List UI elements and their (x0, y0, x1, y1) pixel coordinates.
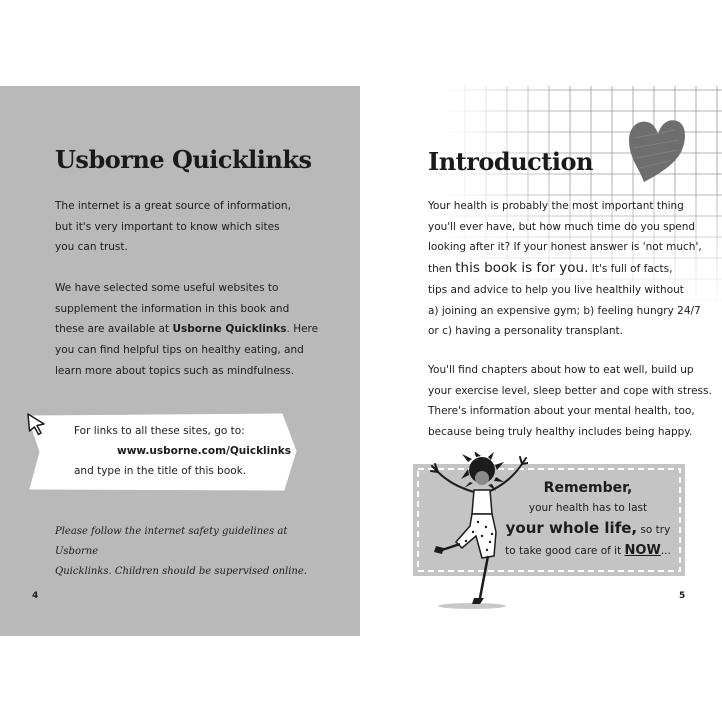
right-page-number: 5 (679, 591, 686, 601)
intro-paragraph-1 (428, 196, 702, 342)
left-intro-line-1: The internet is a great source of information, (55, 200, 291, 212)
left-body-line-5: learn more about topics such as mindfulness. (55, 364, 295, 377)
callout-line-4-post: ... (660, 545, 671, 557)
intro-p1-line-7: or c) having a personality transplant. (428, 325, 623, 338)
callout-line-3-rest: so try (637, 524, 671, 536)
intro-p1-line-5: tips and advice to help you live healthily without (428, 283, 684, 296)
intro-p2-line-2: your exercise level, sleep better and cope with stress. (428, 384, 712, 397)
intro-p2-line-1: You'll find chapters about how to eat well, build up (428, 364, 694, 376)
quicklinks-banner (26, 412, 296, 492)
left-body-line-1: We have selected some useful websites to (55, 282, 279, 294)
quicklinks-bold-text: Usborne Quicklinks (172, 323, 287, 336)
intro-p1-line-3: looking after it? If your honest answer is 'not much', (428, 241, 702, 254)
whole-life-emphasis: your whole life, (505, 519, 638, 537)
right-page-heading: Introduction (428, 147, 593, 176)
callout-line-1: Remember, (543, 480, 633, 496)
this-book-is-for-you-text: this book is for you. (455, 260, 589, 277)
intro-p1-line-4a: then (428, 263, 456, 276)
intro-paragraph-2 (428, 360, 712, 443)
banner-line-1: For links to all these sites, go to: (74, 425, 245, 437)
quicklinks-url-link[interactable]: www.usborne.com/Quicklinks (117, 445, 291, 457)
cursor-icon (26, 412, 48, 436)
left-page-heading: Usborne Quicklinks (55, 145, 312, 174)
left-body-line-3a: these are available at (55, 323, 173, 336)
intro-p1-line-6: a) joining an expensive gym; b) feeling hungry 24/7 (428, 304, 701, 317)
now-emphasis: NOW (624, 543, 661, 558)
left-intro-line-3: you can trust. (55, 241, 128, 254)
intro-p2-line-4: because being truly healthy includes being happy. (428, 426, 693, 439)
left-body-line-2: supplement the information in this book and (55, 302, 290, 315)
left-intro-line-2: but it's very important to know which sites (55, 220, 280, 233)
safety-note (55, 522, 315, 582)
callout-line-4-pre: to take good care of it (505, 545, 625, 557)
left-body-line-4: you can find helpful tips on healthy eating, and (55, 344, 304, 357)
safety-line-2: Quicklinks. Children should be supervised online. (55, 566, 307, 577)
intro-p1-line-4c: It's full of facts, (588, 263, 673, 276)
banner-line-3: and type in the title of this book. (74, 465, 247, 477)
safety-line-1: Please follow the internet safety guidelines at Usborne (55, 526, 288, 557)
left-page-number: 4 (32, 591, 39, 601)
intro-p2-line-3: There's information about your mental health, too, (428, 405, 695, 418)
left-body-paragraph (55, 278, 318, 382)
dancing-girl-illustration (418, 452, 528, 612)
left-body-line-3c: . Here (286, 323, 319, 336)
intro-p1-line-2: you'll ever have, but how much time do you spend (428, 220, 696, 233)
left-intro-paragraph (55, 196, 291, 258)
intro-p1-line-1: Your health is probably the most important thing (428, 200, 684, 212)
heart-icon (627, 118, 687, 184)
callout-line-2: your health has to last (528, 502, 648, 514)
